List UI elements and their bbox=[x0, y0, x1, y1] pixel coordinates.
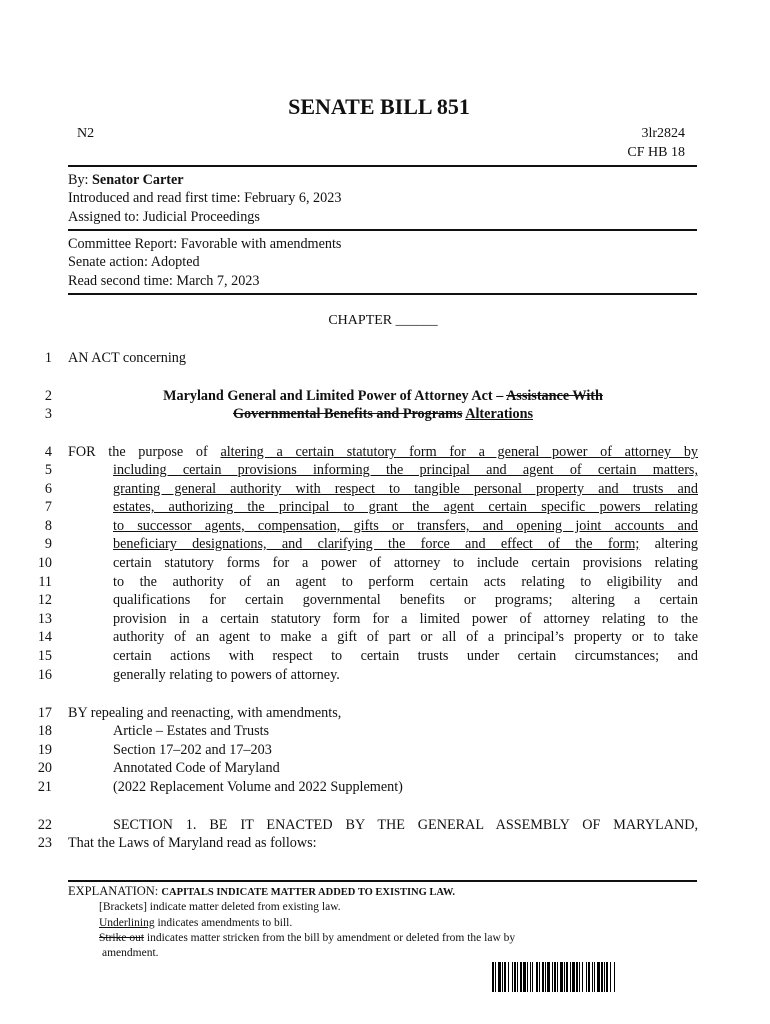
committee-report: Committee Report: Favorable with amendments bbox=[68, 236, 342, 252]
line-number: 3 bbox=[44, 406, 52, 422]
explanation-brackets: [Brackets] indicate matter deleted from existing law. bbox=[99, 901, 341, 913]
purpose-line: certain statutory forms for a power of attorney to include certain provisions relating bbox=[113, 555, 698, 571]
assigned-line: Assigned to: Judicial Proceedings bbox=[68, 208, 260, 225]
stricken-text: Assistance With bbox=[506, 388, 603, 404]
sponsor-line: By: Senator Carter bbox=[68, 172, 184, 188]
line-number: 19 bbox=[37, 742, 52, 758]
line-number: 17 bbox=[37, 705, 52, 721]
citation-line: Section 17–202 and 17–203 bbox=[113, 742, 272, 758]
line-number: 7 bbox=[44, 499, 52, 515]
sponsor-block bbox=[68, 171, 341, 226]
line-number: 20 bbox=[37, 760, 52, 776]
line-number: 18 bbox=[37, 723, 52, 739]
purpose-line: to the authority of an agent to perform certain acts relating to eligibility and bbox=[113, 574, 698, 590]
purpose-line: provision in a certain statutory form for a limited power of attorney relating to the bbox=[113, 611, 698, 627]
line-number: 11 bbox=[38, 574, 52, 590]
chapter-label: CHAPTER ______ bbox=[328, 313, 438, 328]
barcode-bar bbox=[615, 962, 617, 992]
purpose-line: estates, authorizing the principal to grant the agent certain specific powers relating bbox=[113, 499, 698, 515]
bill-short-title: Maryland General and Limited Power of Attorney Act – Assistance With bbox=[163, 388, 603, 404]
explanation-underline: Underlining indicates amendments to bill. bbox=[99, 917, 293, 929]
line-number: 6 bbox=[44, 481, 52, 497]
divider bbox=[68, 229, 697, 231]
line-number: 13 bbox=[37, 611, 52, 627]
divider bbox=[68, 165, 697, 167]
act-heading: AN ACT concerning bbox=[68, 350, 186, 366]
barcode bbox=[492, 962, 681, 992]
explanation-heading: EXPLANATION: CAPITALS INDICATE MATTER ADDED TO EXISTING LAW. bbox=[68, 884, 455, 898]
purpose-line: to successor agents, compensation, gifts or transfers, and opening joint accounts and bbox=[113, 518, 698, 534]
explanation-strike: Strike out indicates matter stricken from the bill by amendment or deleted from the law by bbox=[99, 932, 516, 944]
subject-code: N2 bbox=[77, 126, 95, 141]
line-number: 2 bbox=[44, 388, 52, 404]
purpose-line: authority of an agent to make a gift of part or all of a principal’s property or to take bbox=[113, 629, 698, 645]
purpose-line: including certain provisions informing the principal and agent of certain matters, bbox=[113, 462, 698, 478]
line-number: 5 bbox=[44, 462, 52, 478]
divider bbox=[68, 293, 697, 295]
line-number: 16 bbox=[37, 667, 52, 683]
citation-line: Article – Estates and Trusts bbox=[113, 723, 270, 739]
line-number: 12 bbox=[37, 592, 52, 608]
repeal-heading: BY repealing and reenacting, with amendments, bbox=[68, 705, 342, 721]
bill-short-title-cont bbox=[0, 406, 766, 423]
committee-block bbox=[68, 235, 341, 290]
explanation-strike-cont: amendment. bbox=[102, 947, 159, 959]
line-number: 4 bbox=[44, 444, 52, 460]
line-number: 10 bbox=[37, 555, 52, 571]
bill-title: SENATE BILL 851 bbox=[288, 94, 470, 119]
citation-line: (2022 Replacement Volume and 2022 Supplement) bbox=[113, 779, 403, 795]
line-number: 22 bbox=[37, 817, 52, 833]
purpose-line: granting general authority with respect to tangible personal property and trusts and bbox=[113, 481, 698, 497]
citation-line: Annotated Code of Maryland bbox=[113, 760, 280, 776]
cross-file: CF HB 18 bbox=[627, 145, 685, 160]
purpose-line: certain actions with respect to certain trusts under certain circumstances; and bbox=[113, 648, 698, 664]
line-number: 8 bbox=[44, 518, 52, 534]
purpose-line: qualifications for certain governmental benefits or programs; altering a certain bbox=[113, 592, 698, 608]
second-reading: Read second time: March 7, 2023 bbox=[68, 272, 260, 289]
divider bbox=[68, 880, 697, 882]
enacting-clause: SECTION 1. BE IT ENACTED BY THE GENERAL ASSEMBLY OF MARYLAND, bbox=[113, 817, 698, 833]
bill-file-number: 3lr2824 bbox=[641, 126, 685, 141]
line-number: 9 bbox=[44, 536, 52, 552]
line-number: 15 bbox=[37, 648, 52, 664]
purpose-line: beneficiary designations, and clarifying the force and effect of the form; altering bbox=[113, 536, 698, 552]
enacting-clause-cont: That the Laws of Maryland read as follows: bbox=[68, 835, 317, 851]
purpose-line: generally relating to powers of attorney. bbox=[113, 667, 340, 683]
amended-text: Alterations bbox=[465, 406, 534, 422]
line-number: 14 bbox=[37, 629, 52, 645]
introduced-line: Introduced and read first time: February 6, 2023 bbox=[68, 190, 342, 207]
line-number: 1 bbox=[44, 350, 52, 366]
sponsor-name: Senator Carter bbox=[92, 172, 184, 188]
purpose-line: FOR the purpose of altering a certain statutory form for a general power of attorney by bbox=[68, 444, 699, 460]
stricken-text: Governmental Benefits and Programs bbox=[232, 406, 463, 422]
line-number: 21 bbox=[37, 779, 52, 795]
line-number: 23 bbox=[37, 835, 52, 851]
senate-action: Senate action: Adopted bbox=[68, 254, 200, 271]
